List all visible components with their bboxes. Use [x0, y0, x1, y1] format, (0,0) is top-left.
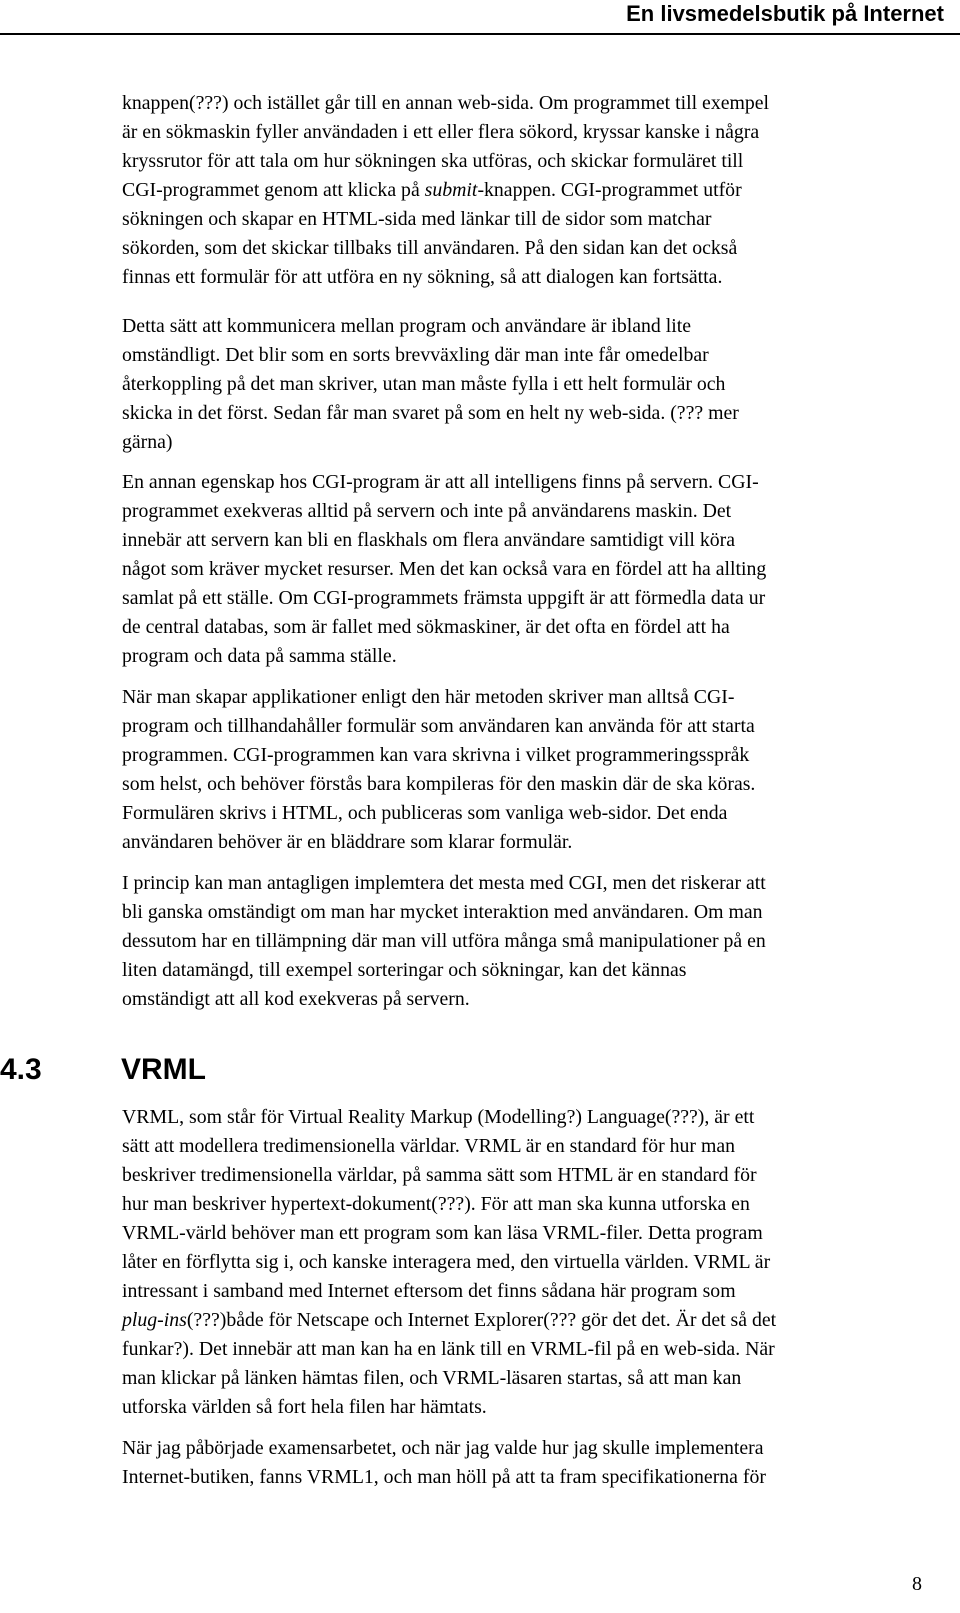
text-run: sätt att modellera tredimensionella världar. VRML är en standard för hur man [122, 1135, 736, 1157]
text-line [122, 985, 948, 1014]
text-line [122, 1434, 948, 1463]
text-run: liten datamängd, till exempel sorteringar och sökningar, kan det kännas [122, 959, 687, 981]
text-line [122, 683, 948, 712]
text-line [122, 1463, 948, 1492]
text-run: innebär att servern kan bli en flaskhals om flera användare samtidigt vill köra [122, 529, 736, 551]
text-run: hur man beskriver hypertext-dokument(???). För att man ska kunna utforska en [122, 1193, 750, 1215]
text-line [122, 1277, 948, 1306]
text-line [122, 341, 948, 370]
text-run: kryssrutor för att tala om hur sökningen ska utföras, och skickar formuläret till [122, 150, 744, 172]
text-line [122, 1248, 948, 1277]
text-line [122, 1219, 948, 1248]
text-line [122, 1364, 948, 1393]
text-run: VRML, som står för Virtual Reality Markup (Modelling?) Language(???), är ett [122, 1106, 755, 1128]
text-line [122, 399, 948, 428]
text-line [122, 147, 948, 176]
text-line [122, 799, 948, 828]
text-run: intressant i samband med Internet eftersom det finns sådana här program som [122, 1280, 736, 1302]
text-run: En annan egenskap hos CGI-program är att all intelligens finns på servern. CGI- [122, 471, 759, 493]
page-number: 8 [912, 1573, 922, 1595]
text-line [122, 898, 948, 927]
paragraph [122, 869, 948, 1014]
text-run: När man skapar applikationer enligt den här metoden skriver man alltså CGI- [122, 686, 735, 708]
text-line [122, 1132, 948, 1161]
text-line [122, 1103, 948, 1132]
text-run: CGI-programmet genom att klicka på [122, 179, 425, 201]
text-run: som helst, och behöver förstås bara kompileras för den maskin där de ska köras. [122, 773, 756, 795]
section-number: 4.3 [0, 1053, 42, 1086]
text-line [122, 312, 948, 341]
text-run: omständligt. Det blir som en sorts brevväxling där man inte får omedelbar [122, 344, 709, 366]
text-run: något som kräver mycket resurser. Men det kan också vara en fördel att ha allting [122, 558, 767, 580]
text-line [122, 176, 948, 205]
text-run: sökningen och skapar en HTML-sida med länkar till de sidor som matchar [122, 208, 712, 230]
text-line [122, 584, 948, 613]
text-run: Detta sätt att kommunicera mellan program och användare är ibland lite [122, 315, 692, 337]
text-run: de central databas, som är fallet med sökmaskiner, är det ofta en fördel att ha [122, 616, 730, 638]
text-line [122, 712, 948, 741]
text-run: När jag påbörjade examensarbetet, och när jag valde hur jag skulle implementera [122, 1437, 764, 1459]
text-run: VRML-värld behöver man ett program som kan läsa VRML-filer. Detta program [122, 1222, 763, 1244]
text-line [122, 1190, 948, 1219]
text-run: Internet-butiken, fanns VRML1, och man höll på att ta fram specifikationerna för [122, 1466, 766, 1488]
text-line [122, 770, 948, 799]
text-line [122, 741, 948, 770]
text-run: finnas ett formulär för att utföra en ny sökning, så att dialogen kan fortsätta. [122, 266, 723, 288]
text-run: program och tillhandahåller formulär som användaren kan använda för att starta [122, 715, 755, 737]
text-line [122, 1393, 948, 1422]
text-line [122, 642, 948, 671]
paragraph [122, 1103, 948, 1422]
text-run: dessutom har en tillämpning där man vill utföra många små manipulationer på en [122, 930, 766, 952]
text-line [122, 497, 948, 526]
text-line [122, 869, 948, 898]
text-run: programmen. CGI-programmen kan vara skrivna i vilket programmeringsspråk [122, 744, 750, 766]
text-run: sökorden, som det skickar tillbaks till användaren. På den sidan kan det också [122, 237, 738, 259]
paragraph [122, 1434, 948, 1492]
text-run: omständigt att all kod exekveras på servern. [122, 988, 470, 1010]
section-title: VRML [121, 1053, 206, 1086]
text-run: användaren behöver är en bläddrare som klarar formulär. [122, 831, 573, 853]
text-line [122, 205, 948, 234]
text-line [122, 89, 948, 118]
text-run: program och data på samma ställe. [122, 645, 397, 667]
text-run: programmet exekveras alltid på servern och inte på användarens maskin. Det [122, 500, 732, 522]
text-run: (???)både för Netscape och Internet Explorer(??? gör det det. Är det så det [186, 1309, 777, 1331]
text-line [122, 613, 948, 642]
text-line [122, 927, 948, 956]
text-line [122, 468, 948, 497]
text-run: bli ganska omständigt om man har mycket interaktion med användaren. Om man [122, 901, 763, 923]
text-line [122, 1306, 948, 1335]
text-run: Formulären skrivs i HTML, och publiceras som vanliga web-sidor. Det enda [122, 802, 728, 824]
text-run: skicka in det först. Sedan får man svaret på som en helt ny web-sida. (??? mer [122, 402, 739, 424]
text-run: utforska världen så fort hela filen har hämtats. [122, 1396, 487, 1418]
text-run: funkar?). Det innebär att man kan ha en länk till en VRML-fil på en web-sida. När [122, 1338, 775, 1360]
running-header-title: En livsmedelsbutik på Internet [626, 1, 944, 26]
text-line [122, 234, 948, 263]
text-line [122, 263, 948, 292]
italic-text: submit [424, 179, 478, 201]
paragraph [122, 312, 948, 457]
text-run: gärna) [122, 431, 173, 453]
text-line [122, 526, 948, 555]
paragraph [122, 468, 948, 671]
text-line [122, 118, 948, 147]
text-run: man klickar på länken hämtas filen, och VRML-läsaren startas, så att man kan [122, 1367, 742, 1389]
text-line [122, 956, 948, 985]
text-run: låter en förflytta sig i, och kanske interagera med, den virtuella världen. VRML är [122, 1251, 771, 1273]
text-line [122, 1161, 948, 1190]
text-line [122, 428, 948, 457]
text-run: samlat på ett ställe. Om CGI-programmets främsta uppgift är att förmedla data ur [122, 587, 766, 609]
text-run: knappen(???) och istället går till en annan web-sida. Om programmet till exempel [122, 92, 770, 114]
text-run: beskriver tredimensionella världar, på samma sätt som HTML är en standard för [122, 1164, 757, 1186]
text-line [122, 1335, 948, 1364]
running-header [0, 0, 960, 35]
text-run: är en sökmaskin fyller användaden i ett eller flera sökord, kryssar kanske i några [122, 121, 760, 143]
text-run: I princip kan man antagligen implemtera det mesta med CGI, men det riskerar att [122, 872, 766, 894]
text-line [122, 555, 948, 584]
paragraph [122, 683, 948, 857]
text-run: -knappen. CGI-programmet utför [477, 179, 742, 201]
paragraph [122, 89, 948, 292]
text-run: återkoppling på det man skriver, utan man måste fylla i ett helt formulär och [122, 373, 726, 395]
text-line [122, 370, 948, 399]
text-line [122, 828, 948, 857]
italic-text: plug-ins [122, 1309, 187, 1331]
